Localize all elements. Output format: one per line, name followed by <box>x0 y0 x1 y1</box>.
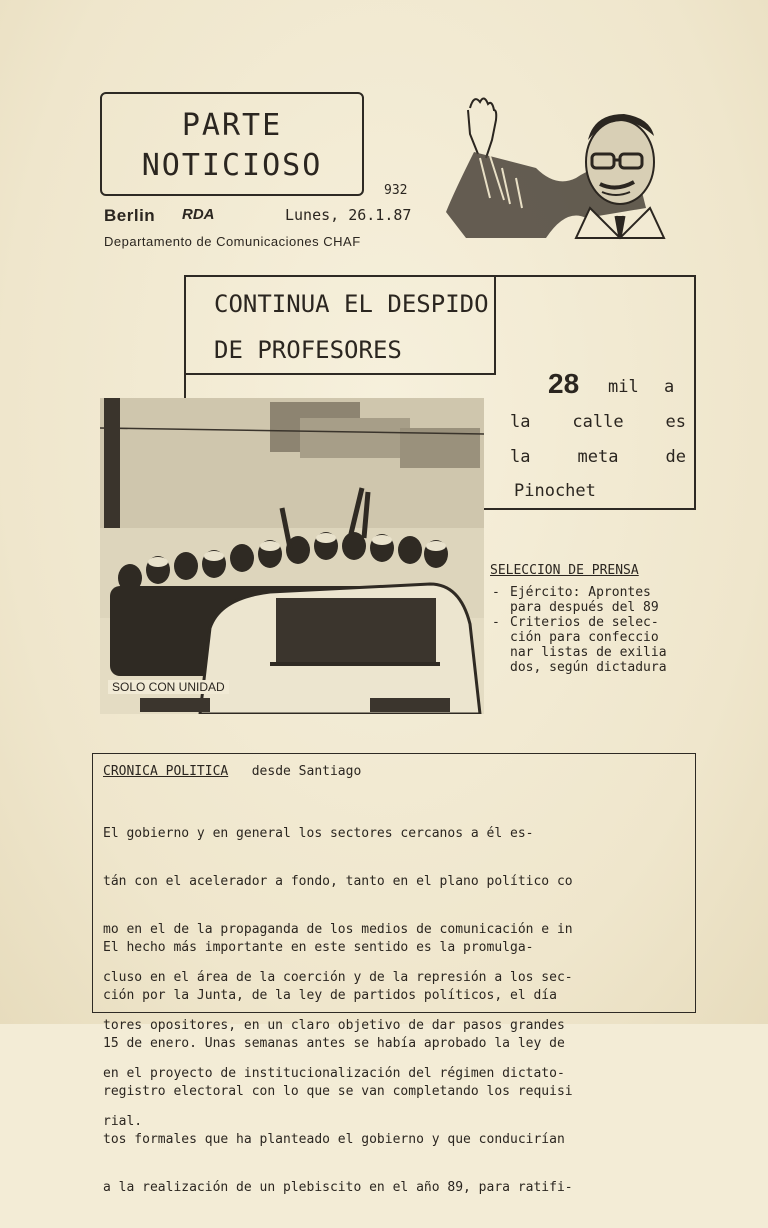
subheadline-word: es <box>665 412 686 432</box>
list-item-line: ción para confeccio <box>510 630 659 645</box>
masthead-box <box>100 92 364 196</box>
subheadline-line2 <box>510 412 686 432</box>
list-item-text <box>510 615 667 675</box>
list-item-line: dos, según dictadura <box>510 660 667 675</box>
photo-caption: SOLO CON UNIDAD <box>108 680 229 694</box>
subheadline-word: la <box>510 447 531 467</box>
news-photo <box>100 398 484 714</box>
text-line: en el proyecto de institucionalización del régimen dictato- <box>103 1066 565 1081</box>
text-line: registro electoral con lo que se van completando los requisi <box>103 1084 573 1099</box>
cronica-paragraph-2 <box>103 908 677 1228</box>
subheadline-line4: Pinochet <box>514 481 596 501</box>
subheadline-word: mil <box>608 377 639 397</box>
text-line: tores opositores, en un claro objetivo de dar pasos grandes <box>103 1018 565 1033</box>
list-item-line: Criterios de selec- <box>510 615 659 630</box>
list-item <box>492 585 722 615</box>
issue-date: Lunes, 26.1.87 <box>285 206 412 224</box>
text-line: mo en el de la propaganda de los medios de comunicación e in <box>103 922 573 937</box>
place-name: Berlin <box>104 206 156 225</box>
masthead-title-line2: NOTICIOSO <box>141 148 323 183</box>
text-line: cluso en el área de la coerción y de la represión a los sec- <box>103 970 573 985</box>
text-line: a la realización de un plebiscito en el año 89, para ratifi- <box>103 1180 573 1195</box>
place-tag: RDA <box>182 206 215 223</box>
bullet-dash: - <box>492 615 500 630</box>
text-line: ción por la Junta, de la ley de partidos políticos, el día <box>103 988 557 1003</box>
headline-line1: CONTINUA EL DESPIDO <box>214 290 489 318</box>
subheadline-word: calle <box>572 412 624 432</box>
text-line: tán con el acelerador a fondo, tanto en el plano político co <box>103 874 573 889</box>
text-line: El hecho más importante en este sentido es la promulga- <box>103 940 534 955</box>
list-item <box>492 615 722 675</box>
department-name: Departamento de Comunicaciones CHAF <box>104 234 361 249</box>
portrait-illustration <box>440 88 670 240</box>
list-item-line: Ejército: Aprontes <box>510 585 651 600</box>
list-item-line: nar listas de exilia <box>510 645 667 660</box>
subheadline-word: la <box>510 412 531 432</box>
text-line: rial. <box>103 1114 143 1129</box>
subheadline-word: meta <box>577 447 619 467</box>
text-line: tos formales que ha planteado el gobierno y que conducirían <box>103 1132 565 1147</box>
list-item-line: para después del 89 <box>510 600 659 615</box>
cronica-header <box>103 764 361 779</box>
press-selection-list <box>492 585 722 675</box>
list-item-text <box>510 585 659 615</box>
press-selection-title: SELECCION DE PRENSA <box>490 563 639 578</box>
subheadline-word: de <box>665 447 686 467</box>
text-line: El gobierno y en general los sectores cercanos a él es- <box>103 826 534 841</box>
subheadline-word: a <box>664 377 675 397</box>
masthead-title-line1: PARTE <box>181 108 283 143</box>
subheadline-line3 <box>510 447 686 467</box>
subheadline-number: 28 <box>548 368 580 399</box>
cronica-origin: desde Santiago <box>251 764 362 779</box>
bullet-dash: - <box>492 585 500 600</box>
text-line: 15 de enero. Unas semanas antes se había aprobado la ley de <box>103 1036 565 1051</box>
headline-line2: DE PROFESORES <box>214 336 402 364</box>
cronica-title: CRONICA POLITICA <box>103 764 229 779</box>
issue-number: 932 <box>384 183 408 198</box>
